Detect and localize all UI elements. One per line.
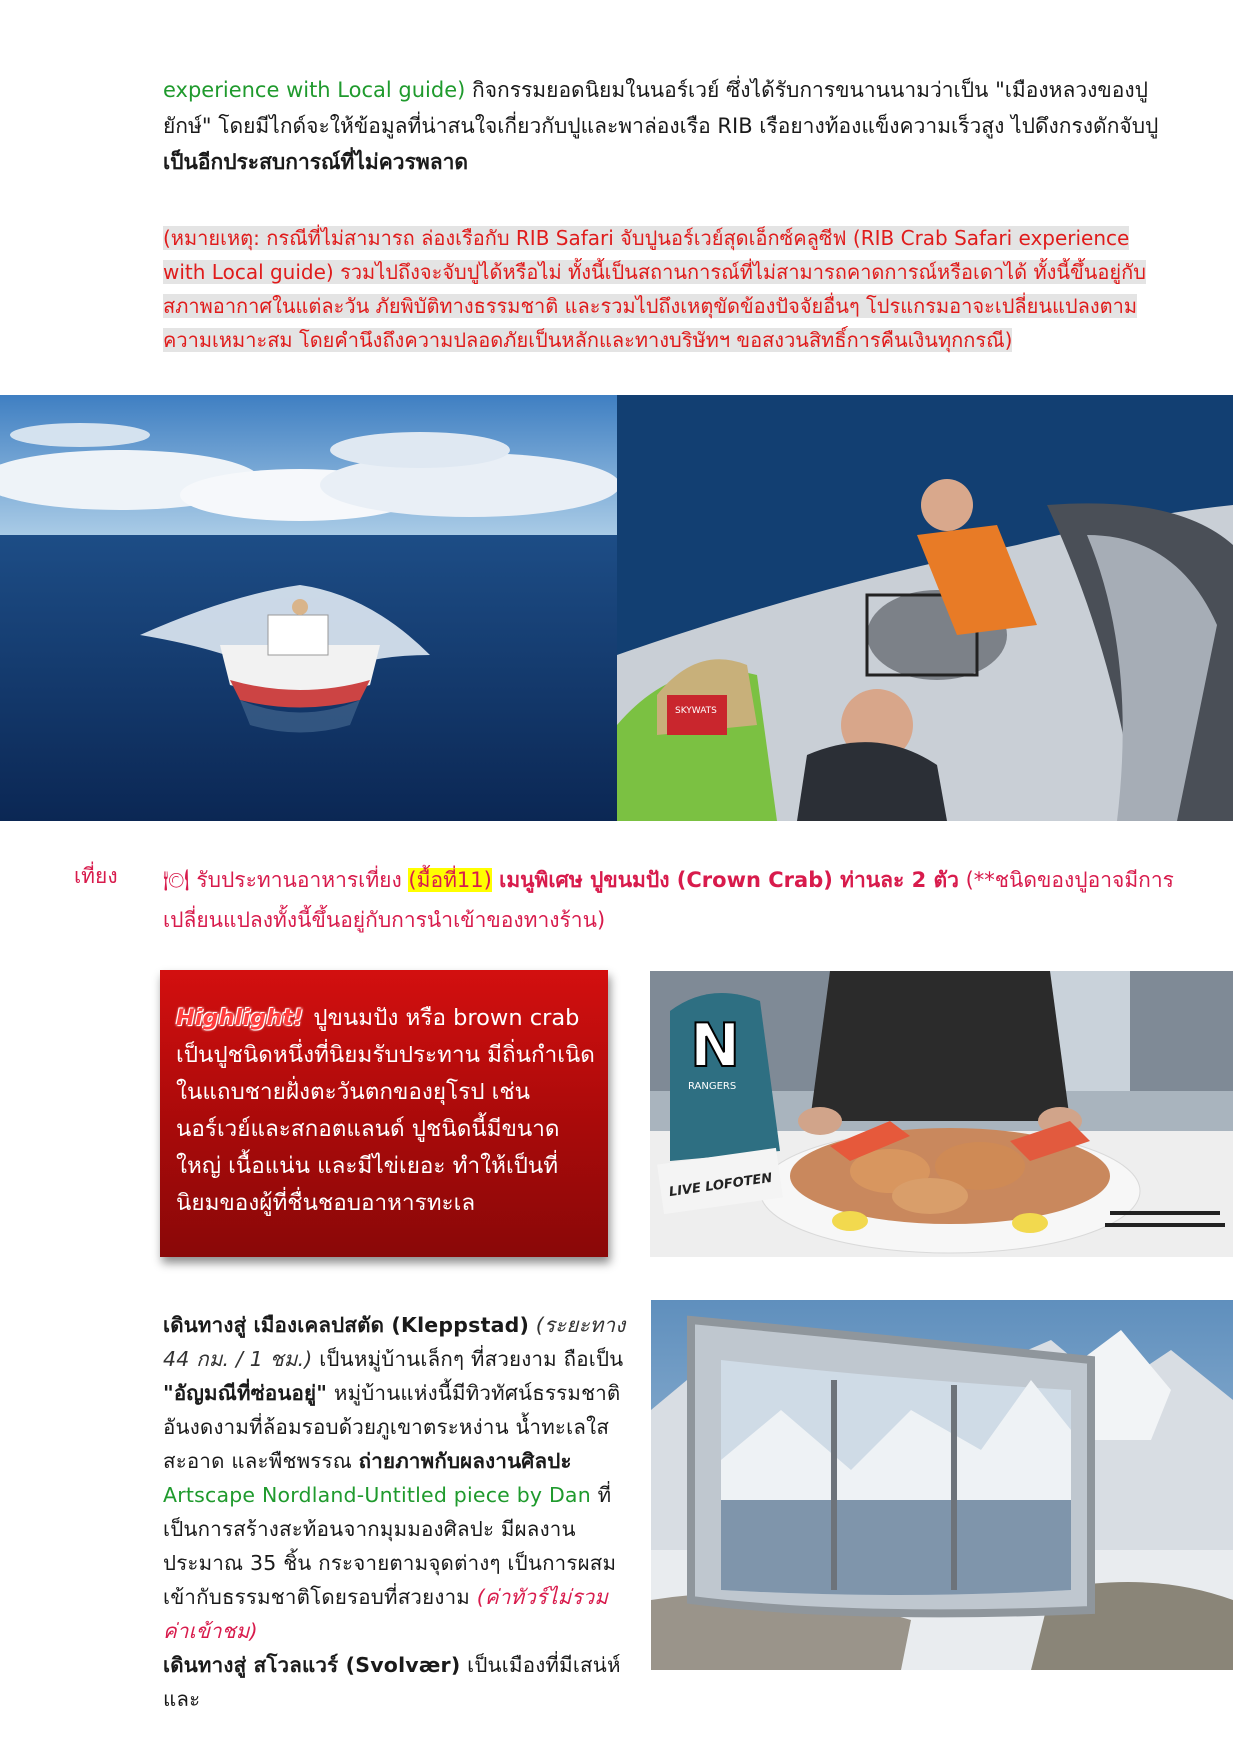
svolvaer-text: เป็นเมืองที่มีเสน่ห์และ	[163, 1653, 621, 1711]
intro-text: กิจกรรมยอดนิยมในนอร์เวย์ ซึ่งได้รับการขนานนามว่าเป็น "เมืองหลวงของปูยักษ์" โดยมีไกด์จะให้ข้อมูลที่น่าสนใจเกี่ยวกับปูและพาล่องเรือ RIB เรือยางท้องแข็งความเร็วสูง ไปดึงกรงดักจับปู	[163, 78, 1159, 138]
jersey-text: RANGERS	[688, 1081, 737, 1092]
intro-green-lead: experience with Local guide)	[163, 78, 466, 102]
highlight-box	[160, 970, 608, 1257]
lunch-text: รับประทานอาหารเที่ยง	[189, 868, 409, 892]
crab-plate-photo	[650, 971, 1233, 1257]
highlight-badge: Highlight!	[176, 1005, 304, 1031]
intro-bold-end: เป็นอีกประสบการณ์ที่ไม่ควรพลาด	[163, 150, 469, 174]
kleppstad-photo-bold: ถ่ายภาพกับผลงานศิลปะ	[358, 1449, 572, 1473]
artscape-photo	[651, 1300, 1233, 1670]
kleppstad-text-3: ที่เป็นการสร้างสะท้อนจากมุมมองศิลปะ มีผลงานประมาณ 35 ชิ้น กระจายตามจุดต่างๆ เป็นการผสมเข้ากับธรรมชาติโดยรอบที่สวยงาม	[163, 1483, 617, 1609]
highlight-text: ปูขนมปัง หรือ brown crab เป็นปูชนิดหนึ่งที่นิยมรับประทาน มีถิ่นกำเนิดในแถบชายฝั่งตะวันตกของยุโรป เช่น นอร์เวย์และสกอตแลนด์ ปูชนิดนี้มีขนาดใหญ่ เนื้อแน่น และมีไข่เยอะ ทำให้เป็นที่นิยมของผู้ที่ชื่นชอบอาหารทะเล	[176, 1005, 595, 1216]
kleppstad-text-2: หมู่บ้านแห่งนี้มีทิวทัศน์ธรรมชาติอันงดงามที่ล้อมรอบด้วยภูเขาตระหง่าน น้ำทะเลใสสะอาด และพืชพรรณ	[163, 1381, 621, 1473]
rib-boat-photo	[0, 395, 617, 821]
meal-number: (มื้อที่11)	[408, 868, 492, 892]
kleppstad-distance: (ระยะทาง 44 กม. / 1 ชม.)	[163, 1313, 626, 1371]
lunch-note: (**ชนิดของปูอาจมีการเปลี่ยนแปลงทั้งนี้ขึ้นอยู่กับการนำเข้าของทางร้าน)	[163, 868, 1174, 932]
lunch-paragraph	[163, 860, 1203, 940]
jersey-letter: N	[690, 1011, 741, 1081]
kleppstad-heading: เดินทางสู่ เมืองเคลปสตัด (Kleppstad)	[163, 1313, 530, 1337]
plate-sign: LIVE LOFOTEN	[668, 1170, 774, 1201]
artscape-name: Artscape Nordland-Untitled piece by Dan	[163, 1483, 591, 1507]
crab-pot-photo	[617, 395, 1233, 821]
intro-paragraph	[163, 72, 1165, 180]
lunch-menu: เมนูพิเศษ ปูขนมปัง (Crown Crab) ท่านละ 2 ตัว	[491, 868, 959, 892]
entry-fee-note: (ค่าทัวร์ไม่รวมค่าเข้าชม)	[163, 1585, 609, 1643]
svolvaer-heading: เดินทางสู่ สโวลแวร์ (Svolvær)	[163, 1653, 461, 1677]
kleppstad-text-1: เป็นหมู่บ้านเล็กๆ ที่สวยงาม ถือเป็น	[319, 1347, 624, 1371]
lunch-label: เที่ยง	[74, 864, 118, 888]
dish-icon: 🍽	[163, 868, 190, 892]
vest-text: SKYWATS	[675, 706, 717, 716]
highlight-text-block	[176, 1000, 596, 1222]
note-text: (หมายเหตุ: กรณีที่ไม่สามารถ ล่องเรือกับ RIB Safari จับปูนอร์เวย์สุดเอ็กซ์คลูซีฟ (RIB Crab Safari experience with Local guide) รวมไปถึงจะจับปูได้หรือไม่ ทั้งนี้เป็นสถานการณ์ที่ไม่สามารถคาดการณ์หรือเดาได้ ทั้งนี้ขึ้นอยู่กับสภาพอากาศในแต่ละวัน ภัยพิบัติทางธรรมชาติ และรวมไปถึงเหตุขัดข้องปัจจัยอื่นๆ โปรแกรมอาจะเปลี่ยนแปลงตามความเหมาะสม โดยคำนึงถึงความปลอดภัยเป็นหลักและทางบริษัทฯ ขอสงวนสิทธิ์การคืนเงินทุกกรณี)	[163, 226, 1146, 352]
kleppstad-gem: "อัญมณีที่ซ่อนอยู่"	[163, 1381, 328, 1405]
kleppstad-paragraph	[163, 1308, 633, 1716]
cancellation-note	[163, 221, 1165, 357]
